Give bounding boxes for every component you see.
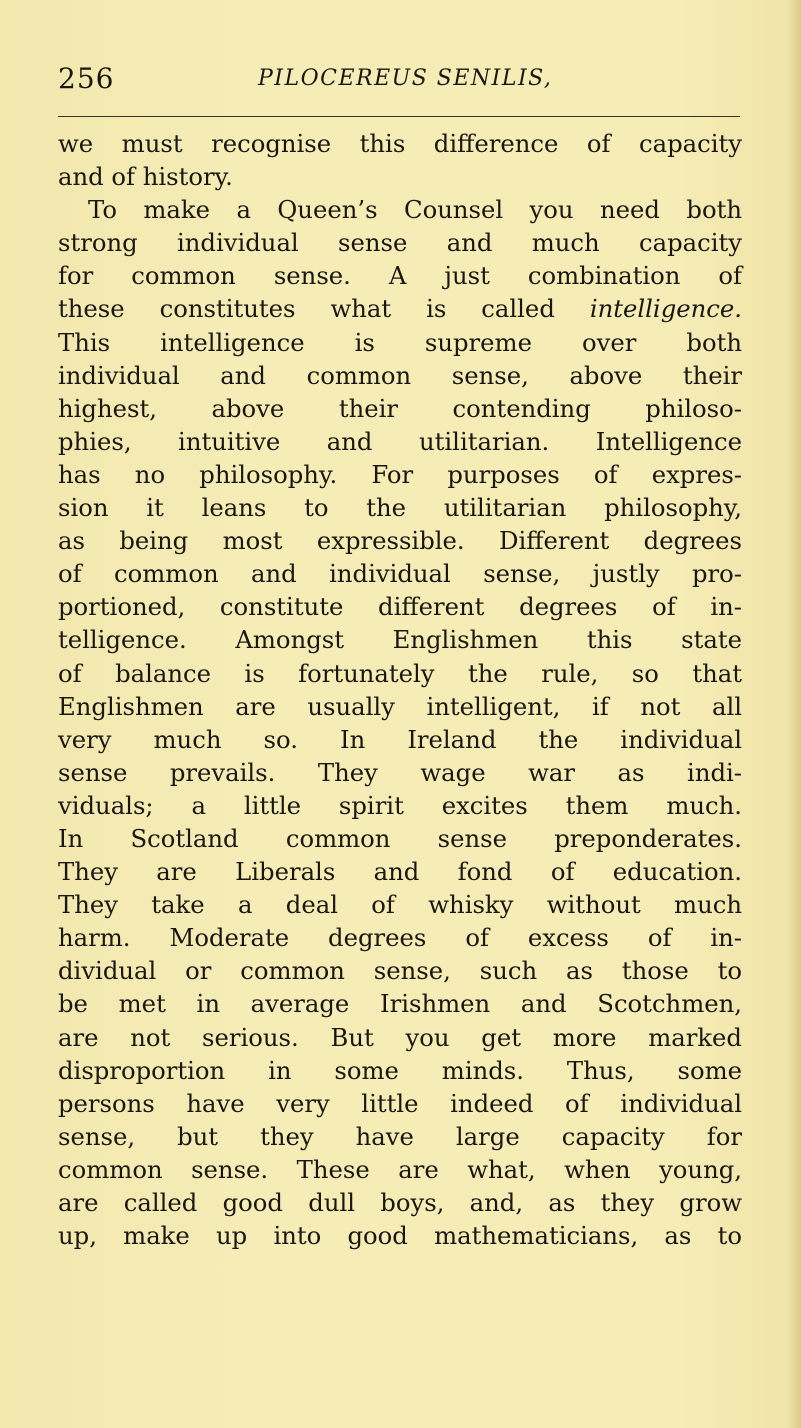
text-line: for common sense. A just combination of [58, 261, 742, 291]
text-line: harm. Moderate degrees of excess of in- [58, 923, 742, 953]
page-number: 256 [58, 62, 115, 95]
text-line: of balance is fortunately the rule, so that [58, 658, 742, 688]
text-line: disproportion in some minds. Thus, some [58, 1055, 742, 1085]
text-line: very much so. In Ireland the individual [58, 724, 742, 754]
text-line: persons have very little indeed of individual [58, 1088, 742, 1118]
text-line: we must recognise this difference of capacity [58, 129, 742, 158]
text-line [58, 292, 742, 325]
text-line: up, make up into good mathematicians, as to [58, 1221, 742, 1251]
text-line: sense prevails. They wage war as indi- [58, 757, 742, 787]
text-line: portioned, constitute different degrees of in- [58, 592, 742, 622]
body-text [58, 127, 742, 1252]
text-line-start: these constitutes what is called [58, 294, 590, 324]
text-line: dividual or common sense, such as those to [58, 956, 742, 986]
text-line: highest, above their contending philoso- [58, 393, 742, 423]
text-line: and of history. [58, 162, 233, 192]
text-line: be met in average Irishmen and Scotchmen, [58, 989, 742, 1019]
text-line: In Scotland common sense preponderates. [58, 823, 742, 853]
text-line: They are Liberals and fond of education. [58, 857, 742, 887]
page-header [58, 62, 748, 102]
text-line: Englishmen are usually intelligent, if not all [58, 691, 742, 721]
text-line: strong individual sense and much capacity [58, 228, 742, 258]
text-line: are called good dull boys, and, as they grow [58, 1188, 742, 1217]
page-edge-shadow [787, 0, 801, 1428]
text-line: viduals; a little spirit excites them much. [58, 790, 742, 820]
text-line: has no philosophy. For purposes of expres- [58, 459, 742, 489]
text-line: common sense. These are what, when young, [58, 1154, 742, 1184]
text-line: To make a Queen’s Counsel you need both [88, 195, 742, 225]
text-line: sense, but they have large capacity for [58, 1121, 742, 1151]
text-line: are not serious. But you get more marked [58, 1022, 742, 1052]
text-line: individual and common sense, above their [58, 360, 742, 390]
text-line: phies, intuitive and utilitarian. Intelligence [58, 426, 742, 456]
running-title: PILOCEREUS SENILIS, [258, 66, 553, 91]
text-line: This intelligence is supreme over both [58, 327, 742, 357]
header-rule [58, 116, 740, 117]
text-line: They take a deal of whisky without much [58, 890, 742, 920]
italic-term: intelligence. [589, 294, 742, 324]
text-line: as being most expressible. Different degrees [58, 526, 742, 556]
text-line: telligence. Amongst Englishmen this state [58, 625, 742, 655]
text-line: of common and individual sense, justly pro- [58, 559, 742, 589]
text-line: sion it leans to the utilitarian philosophy, [58, 493, 742, 523]
